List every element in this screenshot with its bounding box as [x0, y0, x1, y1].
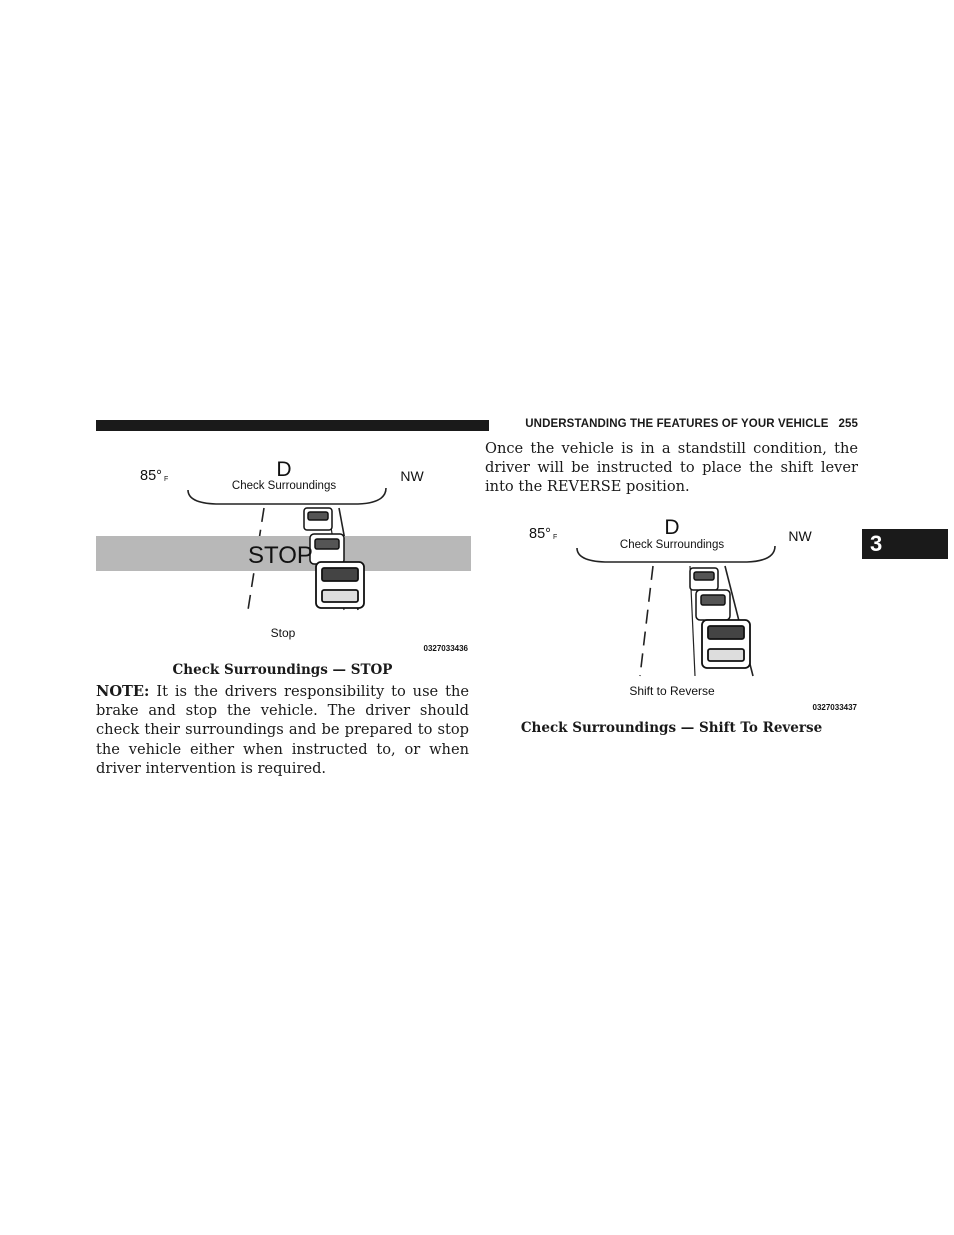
- vehicle-middle: [696, 590, 730, 620]
- vehicle-near: [702, 620, 750, 668]
- note-label: NOTE:: [96, 683, 150, 700]
- vehicle-near: [316, 562, 364, 608]
- running-header: [498, 418, 858, 430]
- lane-line-left: [640, 566, 653, 676]
- stop-banner-text: STOP: [248, 542, 313, 569]
- header-rule: [96, 420, 489, 431]
- bottom-label: Stop: [270, 626, 296, 640]
- vehicle-middle: [310, 534, 344, 564]
- compass-heading: NW: [400, 468, 424, 484]
- image-code: 0327033437: [812, 703, 857, 712]
- vehicle-far: [304, 508, 332, 530]
- gear-indicator: D: [664, 516, 680, 539]
- temperature-unit: F: [164, 476, 169, 483]
- compass-heading: NW: [788, 528, 812, 544]
- vehicle-far: [690, 568, 718, 590]
- note-text: It is the drivers responsibility to use the brake and stop the vehicle. The driver should check their surroundings and be prepared to stop the vehicle either when instructed to, or when driver intervention is required.: [96, 683, 469, 777]
- figure-check-surroundings-shift-to-reverse: [485, 506, 865, 718]
- figure1-illustration: [96, 448, 476, 658]
- gear-indicator: D: [276, 458, 292, 481]
- display-message: Check Surroundings: [619, 539, 725, 551]
- display-message: Check Surroundings: [231, 480, 337, 492]
- note-paragraph: [96, 682, 469, 778]
- temperature-readout: 85°: [529, 526, 551, 542]
- caption-figure1: Check Surroundings — STOP: [172, 662, 393, 678]
- page-number: 255: [838, 418, 858, 430]
- caption-figure2: Check Surroundings — Shift To Reverse: [520, 720, 823, 736]
- figure2-illustration: [485, 506, 865, 718]
- bottom-label: Shift to Reverse: [629, 684, 715, 698]
- intro-paragraph: Once the vehicle is in a standstill condition, the driver will be instructed to place the shift lever into the REVERSE position.: [485, 440, 858, 496]
- chapter-tab: 3: [862, 529, 948, 559]
- figure-check-surroundings-stop: [96, 448, 476, 658]
- image-code: 0327033436: [423, 644, 468, 653]
- temperature-unit: F: [553, 534, 558, 541]
- section-title: UNDERSTANDING THE FEATURES OF YOUR VEHICLE: [525, 418, 829, 430]
- temperature-readout: 85°: [140, 468, 162, 484]
